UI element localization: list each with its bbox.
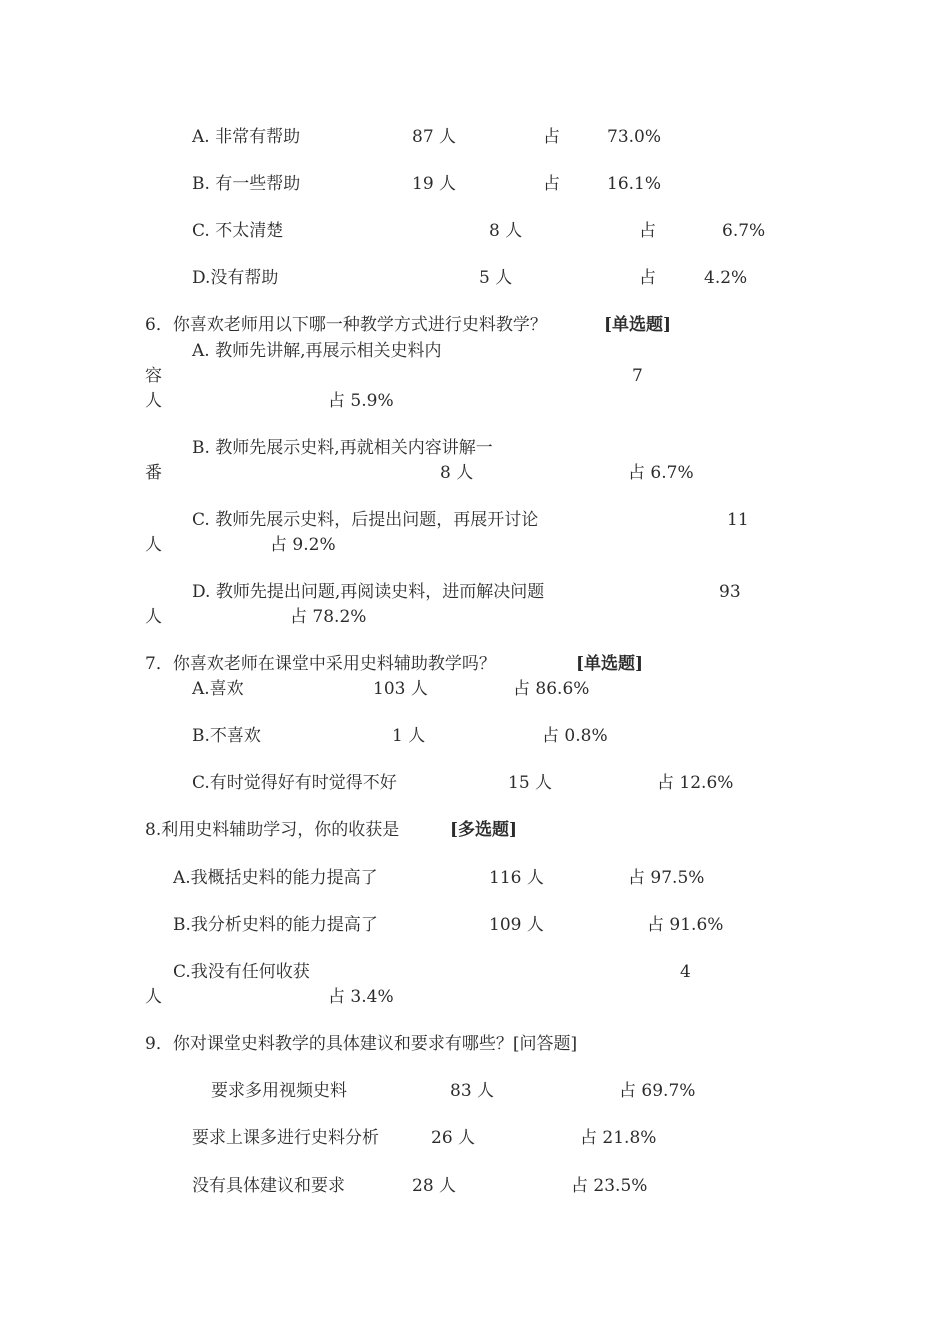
option-count: 87 人 — [412, 127, 457, 147]
option-label: C.有时觉得好有时觉得不好 — [192, 773, 397, 793]
option-label: B. 有一些帮助 — [192, 174, 301, 194]
option-label: C. 教师先展示史料，后提出问题，再展开讨论 — [192, 510, 539, 530]
option-count: 1 人 — [392, 726, 426, 746]
option-count: 116 人 — [489, 868, 544, 888]
option-pct: 占 91.6% — [647, 915, 724, 935]
option-pct: 占 97.5% — [628, 868, 705, 888]
option-label: B.不喜欢 — [192, 726, 261, 746]
option-count-unit: 人 — [145, 987, 162, 1007]
answer-pct: 占 23.5% — [571, 1176, 648, 1196]
option-count-number: 4 — [680, 962, 691, 982]
option-count-unit: 人 — [145, 391, 162, 411]
option-label-continued: 番 — [145, 463, 162, 483]
answer-pct: 占 69.7% — [619, 1081, 696, 1101]
question-title: 9．你对课堂史料教学的具体建议和要求有哪些？[问答题] — [145, 1034, 578, 1054]
option-label: A. 教师先讲解,再展示相关史料内 — [192, 341, 442, 361]
option-label-continued: 容 — [145, 366, 162, 386]
option-count-unit: 人 — [145, 535, 162, 555]
answer-count: 83 人 — [450, 1081, 495, 1101]
option-count-unit: 人 — [145, 607, 162, 627]
answer-count: 28 人 — [412, 1176, 457, 1196]
option-label: D. 教师先提出问题,再阅读史料，进而解决问题 — [192, 582, 545, 602]
option-label: A.我概括史料的能力提高了 — [173, 868, 378, 888]
option-label: B.我分析史料的能力提高了 — [173, 915, 378, 935]
question-type-tag: [单选题] — [576, 654, 644, 674]
option-count-number: 7 — [632, 366, 643, 386]
option-count: 109 人 — [489, 915, 544, 935]
option-count: 15 人 — [508, 773, 553, 793]
option-pct: 占 86.6% — [513, 679, 590, 699]
option-count-number: 11 — [727, 510, 749, 530]
option-pct: 占 9.2% — [270, 535, 336, 555]
option-pct: 占 6.7% — [628, 463, 694, 483]
answer-label: 没有具体建议和要求 — [192, 1176, 345, 1196]
question-title: 8.利用史料辅助学习，你的收获是 — [145, 820, 400, 840]
option-count: 5 人 — [479, 268, 513, 288]
option-label: A.喜欢 — [192, 679, 244, 699]
option-label: C. 不太清楚 — [192, 221, 284, 241]
answer-pct: 占 21.8% — [580, 1128, 657, 1148]
option-label: D.没有帮助 — [192, 268, 279, 288]
option-pct: 73.0% — [607, 127, 662, 147]
option-label: B. 教师先展示史料,再就相关内容讲解一 — [192, 438, 493, 458]
option-pct: 占 12.6% — [657, 773, 734, 793]
option-pct-label: 占 — [543, 174, 560, 194]
option-pct: 占 5.9% — [328, 391, 394, 411]
option-pct: 占 78.2% — [290, 607, 367, 627]
question-title: 6．你喜欢老师用以下哪一种教学方式进行史料教学？ — [145, 315, 547, 335]
option-pct: 占 3.4% — [328, 987, 394, 1007]
question-title: 7．你喜欢老师在课堂中采用史料辅助教学吗？ — [145, 654, 496, 674]
option-pct: 6.7% — [722, 221, 766, 241]
option-label: A. 非常有帮助 — [192, 127, 301, 147]
answer-label: 要求多用视频史料 — [211, 1081, 347, 1101]
option-pct-label: 占 — [639, 268, 656, 288]
answer-label: 要求上课多进行史料分析 — [192, 1128, 379, 1148]
option-count: 103 人 — [373, 679, 428, 699]
option-pct-label: 占 — [639, 221, 656, 241]
option-pct: 占 0.8% — [542, 726, 608, 746]
question-type-tag: [多选题] — [450, 820, 518, 840]
option-count: 8 人 — [489, 221, 523, 241]
question-type-tag: [单选题] — [604, 315, 672, 335]
option-pct: 4.2% — [704, 268, 748, 288]
option-pct-label: 占 — [543, 127, 560, 147]
option-count: 19 人 — [412, 174, 457, 194]
option-pct: 16.1% — [607, 174, 662, 194]
option-label: C.我没有任何收获 — [173, 962, 310, 982]
option-count: 8 人 — [440, 463, 474, 483]
answer-count: 26 人 — [431, 1128, 476, 1148]
option-count-number: 93 — [719, 582, 741, 602]
